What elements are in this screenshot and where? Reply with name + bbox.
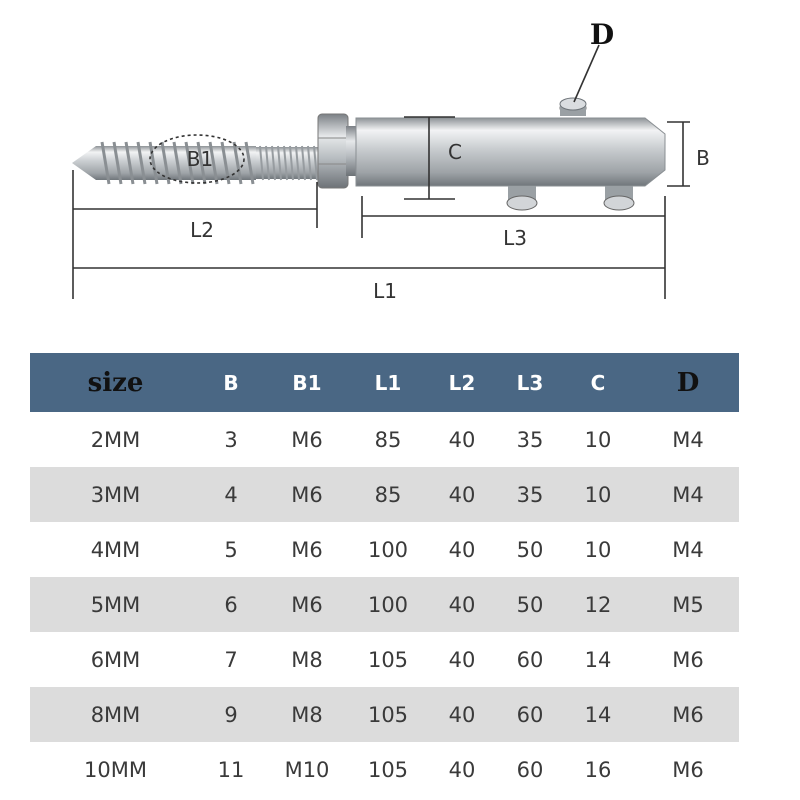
table-row — [30, 522, 739, 577]
cell-l2: 40 — [448, 537, 476, 562]
cell-c: 16 — [584, 757, 612, 782]
cell-c: 14 — [584, 647, 612, 672]
hex-nut — [318, 114, 356, 188]
cell-d: M6 — [637, 687, 739, 742]
cell-b1: M6 — [291, 537, 323, 562]
d-callout — [574, 18, 614, 102]
set-screw-top — [560, 98, 586, 116]
c-label: C — [448, 140, 462, 164]
b1-label: B1 — [186, 147, 214, 171]
set-screw-bottom-right — [604, 186, 634, 210]
l3-label: L3 — [503, 226, 527, 250]
cell-l1: 105 — [367, 647, 409, 672]
header-c: C — [559, 353, 637, 412]
table-row — [30, 467, 739, 522]
cell-size: 3MM — [30, 467, 201, 522]
table-row — [30, 577, 739, 632]
header-size: size — [30, 353, 201, 412]
cell-c: 10 — [584, 427, 612, 452]
cell-b: 4 — [201, 467, 261, 522]
l1-label: L1 — [373, 279, 397, 303]
cell-l3: 35 — [516, 427, 544, 452]
b-label: B — [696, 146, 710, 170]
table-row — [30, 412, 739, 467]
cell-c: 14 — [559, 687, 637, 742]
set-screw-bottom-left — [507, 186, 537, 210]
header-l1: L1 — [353, 353, 423, 412]
header-b: B — [201, 353, 261, 412]
cell-b1: M8 — [291, 647, 323, 672]
cell-b: 11 — [217, 757, 245, 782]
cell-c: 12 — [559, 577, 637, 632]
cell-l3: 35 — [501, 467, 559, 522]
cell-l3: 60 — [516, 647, 544, 672]
cell-d: M4 — [637, 467, 739, 522]
product-diagram — [0, 0, 800, 330]
cell-size: 4MM — [90, 537, 141, 562]
b-dimension — [667, 122, 710, 186]
cell-b1: M6 — [291, 427, 323, 452]
table-header-row — [30, 353, 739, 412]
header-b1: B1 — [261, 353, 353, 412]
cell-b: 3 — [224, 427, 238, 452]
table-row — [30, 632, 739, 687]
l2-dimension — [73, 170, 317, 299]
cell-size: 8MM — [30, 687, 201, 742]
cell-d: M6 — [672, 757, 704, 782]
cell-l2: 40 — [448, 427, 476, 452]
cell-b: 6 — [201, 577, 261, 632]
spec-table — [30, 353, 739, 797]
cell-b: 5 — [224, 537, 238, 562]
table-row — [30, 742, 739, 797]
cell-size: 6MM — [90, 647, 141, 672]
header-d: D — [637, 353, 739, 412]
cell-b1: M6 — [261, 577, 353, 632]
cell-b1: M10 — [284, 757, 330, 782]
cell-l2: 40 — [423, 467, 501, 522]
l3-dimension — [362, 196, 665, 299]
cell-l3: 60 — [516, 757, 544, 782]
cell-l1: 105 — [367, 757, 409, 782]
cell-l3: 50 — [501, 577, 559, 632]
cell-l2: 40 — [423, 577, 501, 632]
cell-size: 5MM — [30, 577, 201, 632]
cell-b1: M6 — [261, 467, 353, 522]
l2-label: L2 — [190, 218, 214, 242]
cell-d: M4 — [672, 427, 704, 452]
cell-d: M5 — [637, 577, 739, 632]
cell-l1: 85 — [374, 427, 402, 452]
cell-b: 9 — [201, 687, 261, 742]
cell-l1: 100 — [353, 577, 423, 632]
cell-l1: 105 — [353, 687, 423, 742]
cell-d: M4 — [672, 537, 704, 562]
table-row — [30, 687, 739, 742]
cell-b1: M8 — [261, 687, 353, 742]
cell-l2: 40 — [448, 647, 476, 672]
cell-c: 10 — [559, 467, 637, 522]
l1-dimension — [73, 268, 665, 303]
cell-l1: 100 — [367, 537, 409, 562]
cell-size: 10MM — [84, 757, 147, 782]
cell-l3: 50 — [516, 537, 544, 562]
cell-d: M6 — [672, 647, 704, 672]
header-l2: L2 — [423, 353, 501, 412]
cell-b: 7 — [224, 647, 238, 672]
header-l3: L3 — [501, 353, 559, 412]
cell-l1: 85 — [353, 467, 423, 522]
cell-l3: 60 — [501, 687, 559, 742]
cell-l2: 40 — [423, 687, 501, 742]
cell-c: 10 — [584, 537, 612, 562]
d-label: D — [589, 18, 615, 51]
cell-l2: 40 — [448, 757, 476, 782]
swage-body — [356, 98, 665, 210]
cell-size: 2MM — [90, 427, 141, 452]
